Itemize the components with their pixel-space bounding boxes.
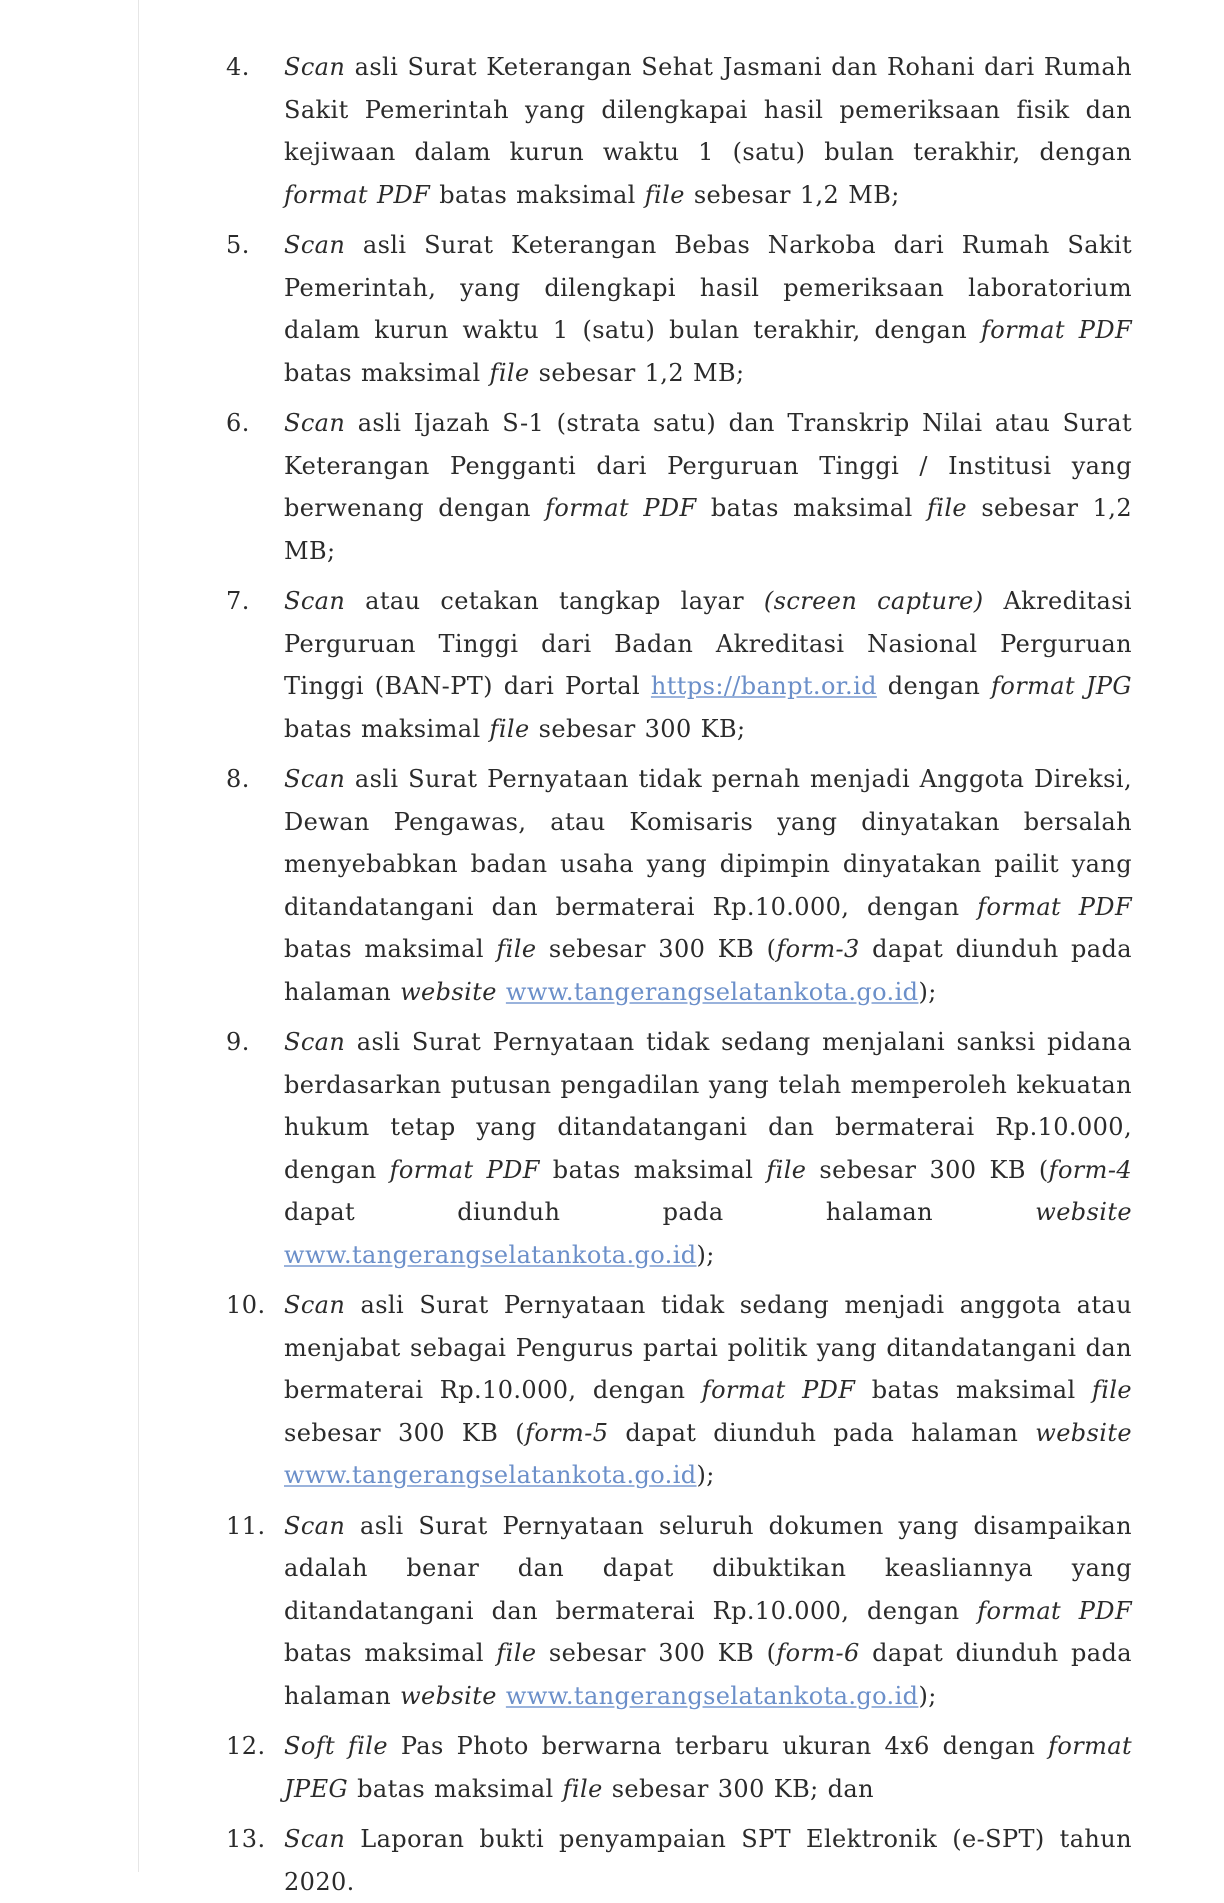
list-item — [0, 1284, 1224, 1497]
text-run: batas maksimal — [284, 935, 497, 963]
italic-text: form-4 — [1048, 1155, 1132, 1184]
text-run — [497, 1682, 506, 1710]
text-run: sebesar 300 KB; — [529, 714, 746, 743]
text-run: batas maksimal — [539, 1155, 767, 1184]
item-text — [284, 758, 1132, 1013]
italic-text: Scan — [284, 1511, 346, 1540]
italic-text: Scan — [284, 1028, 346, 1056]
italic-text: file — [562, 1774, 603, 1803]
text-run: asli Surat Pernyataan tidak pernah menjadi Anggota Direksi, Dewan Pengawas, atau Komisaris yang dinyatakan bersalah menyebabkan badan usaha yang dipimpin dinyatakan pailit yang ditandatangani dan bermaterai Rp.10.000, dengan — [284, 765, 1132, 921]
item-text — [284, 1021, 1132, 1276]
italic-text: format JPEG — [284, 1732, 1132, 1803]
item-text — [284, 402, 1132, 572]
text-run: asli Surat Pernyataan tidak sedang menjalani sanksi pidana berdasarkan putusan pengadilan yang telah memperoleh kekuatan hukum tetap yang ditandatangani dan bermaterai Rp.10.000, dengan — [284, 1028, 1132, 1184]
item-spacer — [0, 1013, 1224, 1021]
text-run — [497, 978, 506, 1006]
text-run: asli Surat Keterangan Sehat Jasmani dan Rohani dari Rumah Sakit Pemerintah yang dilengkapai hasil pemeriksaan fisik dan kejiwaan dalam kurun waktu 1 (satu) bulan terakhir, dengan — [284, 53, 1132, 166]
list-item — [0, 1725, 1224, 1810]
text-run: sebesar 300 KB; dan — [602, 1774, 874, 1803]
italic-text: format PDF — [977, 1596, 1133, 1625]
item-number: 5. — [226, 231, 250, 259]
italic-text: Scan — [284, 53, 346, 81]
text-run: Pas Photo berwarna terbaru ukuran 4x6 dengan — [387, 1732, 1049, 1760]
item-text — [284, 1284, 1132, 1497]
text-run: dengan — [876, 672, 992, 700]
text-run: batas maksimal — [348, 1774, 563, 1803]
text-run: sebesar 1,2 MB; — [684, 180, 900, 209]
list-item — [0, 1021, 1224, 1276]
italic-text: form-5 — [525, 1418, 609, 1447]
italic-text: (screen capture) — [763, 587, 984, 615]
list-item — [0, 1505, 1224, 1718]
website-link[interactable]: www.tangerangselatankota.go.id — [284, 1461, 697, 1489]
list-item — [0, 402, 1224, 572]
text-run: batas maksimal — [284, 1639, 497, 1667]
item-number: 8. — [226, 765, 250, 793]
italic-text: Soft file — [284, 1732, 388, 1760]
item-spacer — [0, 1717, 1224, 1725]
item-spacer — [0, 216, 1224, 224]
text-run: ); — [918, 1681, 937, 1710]
item-number: 7. — [226, 587, 250, 615]
item-text — [284, 1505, 1132, 1718]
list-item — [0, 580, 1224, 750]
item-number: 9. — [226, 1028, 250, 1056]
text-run: batas maksimal — [855, 1376, 1092, 1404]
list-item — [0, 758, 1224, 1013]
text-run: asli Ijazah S-1 (strata satu) dan Transkrip Nilai atau Surat Keterangan Pengganti dari Perguruan Tinggi / Institusi yang berwenang dengan — [284, 409, 1132, 522]
text-run: batas maksimal — [284, 358, 490, 387]
italic-text: file — [496, 935, 537, 963]
website-link[interactable]: https://banpt.or.id — [650, 672, 877, 700]
item-spacer — [0, 572, 1224, 580]
item-text — [284, 1725, 1132, 1810]
item-number: 6. — [226, 409, 250, 437]
italic-text: file — [489, 358, 530, 387]
requirements-list — [0, 46, 1224, 1903]
item-number: 10. — [226, 1291, 266, 1319]
italic-text: format PDF — [545, 494, 697, 522]
website-link[interactable]: www.tangerangselatankota.go.id — [284, 1240, 697, 1269]
item-spacer — [0, 1497, 1224, 1505]
italic-text: file — [489, 714, 530, 743]
text-run: batas maksimal — [284, 714, 490, 743]
item-spacer — [0, 394, 1224, 402]
italic-text: format PDF — [284, 180, 431, 209]
text-run: asli Surat Pernyataan tidak sedang menjadi anggota atau menjabat sebagai Pengurus partai politik yang ditandatangani dan bermaterai Rp.10.000, dengan — [284, 1291, 1132, 1404]
italic-text: website — [400, 977, 497, 1006]
text-run: sebesar 300 KB ( — [536, 1639, 777, 1667]
italic-text: file — [644, 180, 685, 209]
item-text — [284, 224, 1132, 394]
italic-text: format JPG — [991, 672, 1132, 700]
italic-text: form-3 — [776, 935, 860, 963]
item-spacer — [0, 1276, 1224, 1284]
italic-text: file — [926, 494, 968, 522]
text-run: dapat diunduh pada halaman — [284, 1639, 1132, 1710]
text-run: asli Surat Pernyataan seluruh dokumen yang disampaikan adalah benar dan dapat dibuktikan keasliannya yang ditandatangani dan bermaterai Rp.10.000, dengan — [284, 1511, 1132, 1625]
website-link[interactable]: www.tangerangselatankota.go.id — [505, 977, 919, 1006]
item-number: 13. — [226, 1825, 266, 1853]
italic-text: file — [766, 1155, 807, 1184]
italic-text: website — [1035, 1418, 1132, 1447]
italic-text: form-6 — [776, 1639, 860, 1667]
list-item — [0, 1818, 1224, 1903]
italic-text: file — [496, 1639, 537, 1667]
text-run: dapat diunduh pada halaman — [284, 1198, 1036, 1226]
italic-text: file — [1091, 1376, 1133, 1404]
italic-text: format PDF — [980, 316, 1133, 344]
italic-text: Scan — [284, 231, 346, 259]
text-run: asli Surat Keterangan Bebas Narkoba dari Rumah Sakit Pemerintah, yang dilengkapi hasil pemeriksaan laboratorium dalam kurun waktu 1 (satu) bulan terakhir, dengan — [284, 231, 1132, 344]
italic-text: format PDF — [389, 1155, 540, 1184]
italic-text: format PDF — [977, 892, 1133, 921]
text-run: batas maksimal — [430, 180, 645, 209]
italic-text: Scan — [284, 1291, 346, 1319]
item-text — [284, 46, 1132, 216]
item-number: 12. — [226, 1732, 266, 1760]
text-run: ); — [696, 1240, 715, 1269]
text-run: ); — [696, 1461, 715, 1489]
italic-text: Scan — [284, 409, 346, 437]
text-run: sebesar 1,2 MB; — [284, 494, 1132, 565]
text-run: sebesar 300 KB ( — [806, 1155, 1049, 1184]
item-number: 4. — [226, 53, 250, 81]
text-run: batas maksimal — [696, 494, 927, 522]
text-run: sebesar 300 KB ( — [284, 1418, 526, 1447]
italic-text: website — [400, 1681, 497, 1710]
item-text — [284, 1818, 1132, 1903]
text-run: atau cetakan tangkap layar — [345, 587, 764, 615]
italic-text: Scan — [284, 1825, 346, 1853]
italic-text: Scan — [284, 765, 346, 793]
text-run: sebesar 1,2 MB; — [529, 358, 745, 387]
website-link[interactable]: www.tangerangselatankota.go.id — [505, 1681, 919, 1710]
italic-text: Scan — [284, 587, 346, 615]
item-text — [284, 580, 1132, 750]
list-item — [0, 224, 1224, 394]
text-run: dapat diunduh pada halaman — [608, 1418, 1036, 1447]
item-spacer — [0, 1810, 1224, 1818]
text-run: Laporan bukti penyampaian SPT Elektronik (e-SPT) tahun 2020. — [284, 1825, 1132, 1896]
item-number: 11. — [226, 1511, 266, 1540]
text-run: dapat diunduh pada halaman — [284, 935, 1132, 1006]
text-run: sebesar 300 KB ( — [536, 935, 777, 963]
text-run: ); — [918, 977, 937, 1006]
text-run: Akreditasi Perguruan Tinggi dari Badan Akreditasi Nasional Perguruan Tinggi (BAN-PT) dari Portal — [284, 587, 1132, 700]
item-spacer — [0, 750, 1224, 758]
italic-text: website — [1035, 1198, 1132, 1226]
list-item — [0, 46, 1224, 216]
italic-text: format PDF — [701, 1376, 856, 1404]
